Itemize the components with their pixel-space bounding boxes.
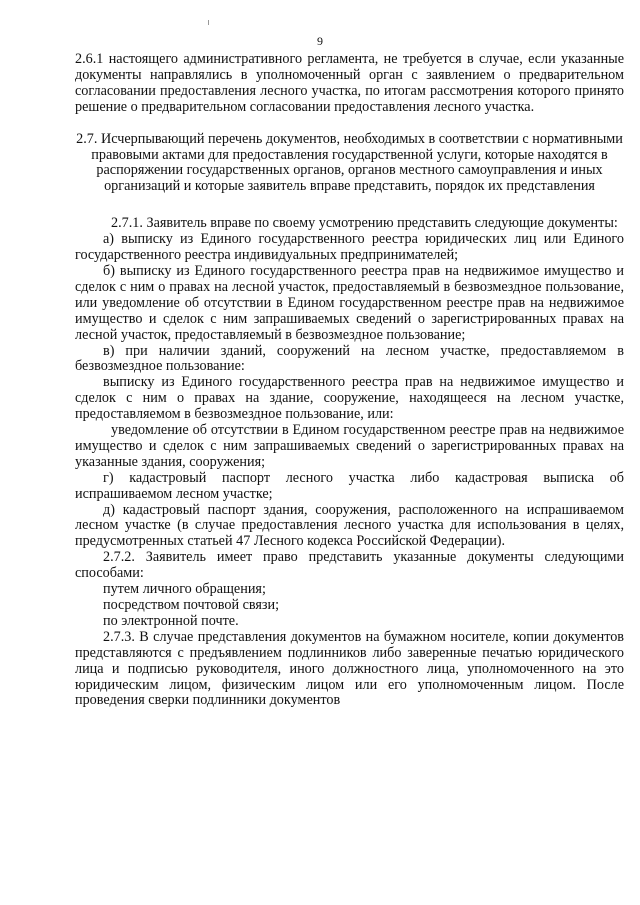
scan-mark (208, 20, 209, 25)
paragraph-2-7-1: 2.7.1. Заявитель вправе по своему усмотрению представить следующие документы: (111, 215, 618, 232)
list-item-g: г) кадастровый паспорт лесного участка либо кадастровая выписка об испрашиваемом лесном участке; (75, 469, 624, 502)
list-item-v-extract: выписку из Единого государственного реестра прав на недвижимое имущество и сделок с ним о правах на здание, сооружение, находящееся на лесном участке, предоставляемом в безвозмездное пользование, или: (75, 374, 624, 423)
document-body (75, 52, 624, 709)
list-item-v: в) при наличии зданий, сооружений на лесном участке, предоставляемом в безвозмездное пользование: (75, 342, 624, 375)
page-number: 9 (317, 34, 323, 48)
method-email: по электронной почте. (103, 612, 239, 629)
list-item-a: а) выписку из Единого государственного реестра юридических лиц или Единого государственного реестра индивидуальных предпринимателей; (75, 231, 624, 264)
list-item-b: б) выписку из Единого государственного реестра прав на недвижимое имущество и сделок с ним о правах на лесной участок, предоставляемый в безвозмездное пользование, или уведомление об отсутствии в Едином государственном реестре прав на недвижимое имущество и сделок с ним запрашиваемых сведений о зарегистрированных правах на лесной участок, предоставляемый в безвозмездное пользование; (75, 262, 624, 343)
list-item-v-notice: уведомление об отсутствии в Едином государственном реестре прав на недвижимое имущество и сделок с ним запрашиваемых сведений о зарегистрированных правах на указанные здания, сооружения; (75, 422, 624, 470)
list-item-d: д) кадастровый паспорт здания, сооружения, расположенного на испрашиваемом лесном участке (в случае предоставления лесного участка для использования в целях, предусмотренных статьей 47 Лесного кодекса Российской Федерации). (75, 501, 624, 550)
paragraph-2-6-1-continuation: 2.6.1 настоящего административного регламента, не требуется в случае, если указанные документы направлялись в уполномоченный орган с заявлением о предварительном согласовании предоставления лесного участка, по итогам рассмотрения которого принято решение о предварительном согласовании предоставления лесного участка. (75, 51, 624, 115)
method-postal: посредством почтовой связи; (103, 597, 280, 613)
paragraph-2-7-2: 2.7.2. Заявитель имеет право представить указанные документы следующими способами: (75, 549, 624, 582)
section-heading-2-7: 2.7. Исчерпывающий перечень документов, необходимых в соответствии с нормативными правовыми актами для предоставления государственной услуги, которые находятся в распоряжении государственных органов, органов местного самоуправления и иных организаций и которые заявитель вправе представить, порядок их представления (76, 130, 623, 195)
paragraph-2-7-3: 2.7.3. В случае представления документов на бумажном носителе, копии документов представляются с предъявлением подлинников либо заверенные печатью юридического лица и подписью руководителя, иного должностного лица, уполномоченного на это юридическим лицом, физическим лицом или его уполномоченным лицом. После проведения сверки подлинники документов (75, 628, 624, 709)
method-personal: путем личного обращения; (103, 581, 266, 598)
